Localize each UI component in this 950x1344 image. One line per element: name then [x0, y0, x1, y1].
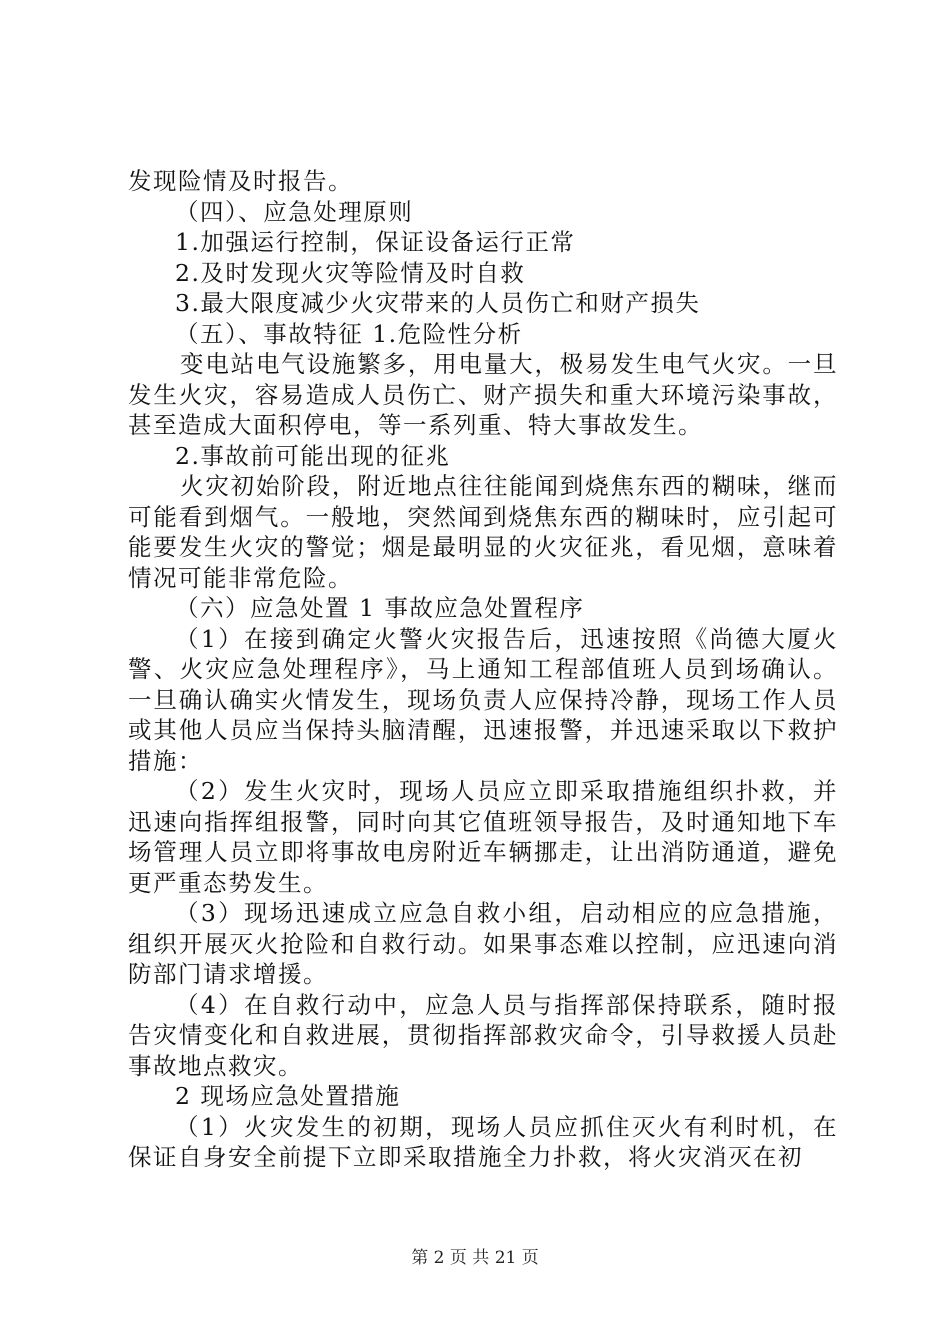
paragraph: （2）发生火灾时，现场人员应立即采取措施组织扑救，并迅速向指挥组报警，同时向其它值班领导报告，及时通知地下车场管理人员立即将事故电房附近车辆挪走，让出消防通道，避免更严重态势发生。: [128, 777, 838, 897]
paragraph: （1）在接到确定火警火灾报告后，迅速按照《尚德大厦火警、火灾应急处理程序》，马上通知工程部值班人员到场确认。一旦确认确实火情发生，现场负责人应保持冷静，现场工作人员或其他人员应当保持头脑清醒，迅速报警，并迅速采取以下救护措施：: [128, 624, 838, 775]
paragraph: （4）在自救行动中，应急人员与指挥部保持联系，随时报告灾情变化和自救进展，贯彻指挥部救灾命令，引导救援人员赴事故地点救灾。: [128, 990, 838, 1080]
list-item: 3.最大限度减少火灾带来的人员伤亡和财产损失: [175, 289, 701, 317]
section-heading: （四）、应急处理原则: [175, 197, 414, 226]
page-footer: 第 2 页 共 21 页: [411, 1248, 539, 1268]
list-item: 1.加强运行控制，保证设备运行正常: [175, 228, 576, 256]
paragraph: （1）火灾发生的初期，现场人员应抓住灭火有利时机，在保证自身安全前提下立即采取措施全力扑救，将火灾消灭在初: [128, 1112, 838, 1171]
paragraph: （3）现场迅速成立应急自救小组，启动相应的应急措施，组织开展灭火抢险和自救行动。如果事态难以控制，应迅速向消防部门请求增援。: [128, 899, 838, 988]
section-heading: （六）应急处置 1 事故应急处置程序: [175, 594, 585, 622]
paragraph: 发现险情及时报告。: [128, 167, 353, 195]
subsection-heading: 2 现场应急处置措施: [175, 1082, 401, 1110]
paragraph: 变电站电气设施繁多，用电量大，极易发生电气火灾。一旦发生火灾，容易造成人员伤亡、财产损失和重大环境污染事故，甚至造成大面积停电，等一系列重、特大事故发生。: [128, 350, 838, 439]
subsection-heading: 2.事故前可能出现的征兆: [175, 441, 451, 470]
section-heading: （五）、事故特征 1.危险性分析: [175, 319, 523, 348]
document-body: [128, 166, 838, 1173]
paragraph: 火灾初始阶段，附近地点往往能闻到烧焦东西的糊味，继而可能看到烟气。一般地，突然闻到烧焦东西的糊味时，应引起可能要发生火灾的警觉；烟是最明显的火灾征兆，看见烟，意味着情况可能非常危险。: [128, 472, 838, 592]
list-item: 2.及时发现火灾等险情及时自救: [175, 258, 526, 287]
